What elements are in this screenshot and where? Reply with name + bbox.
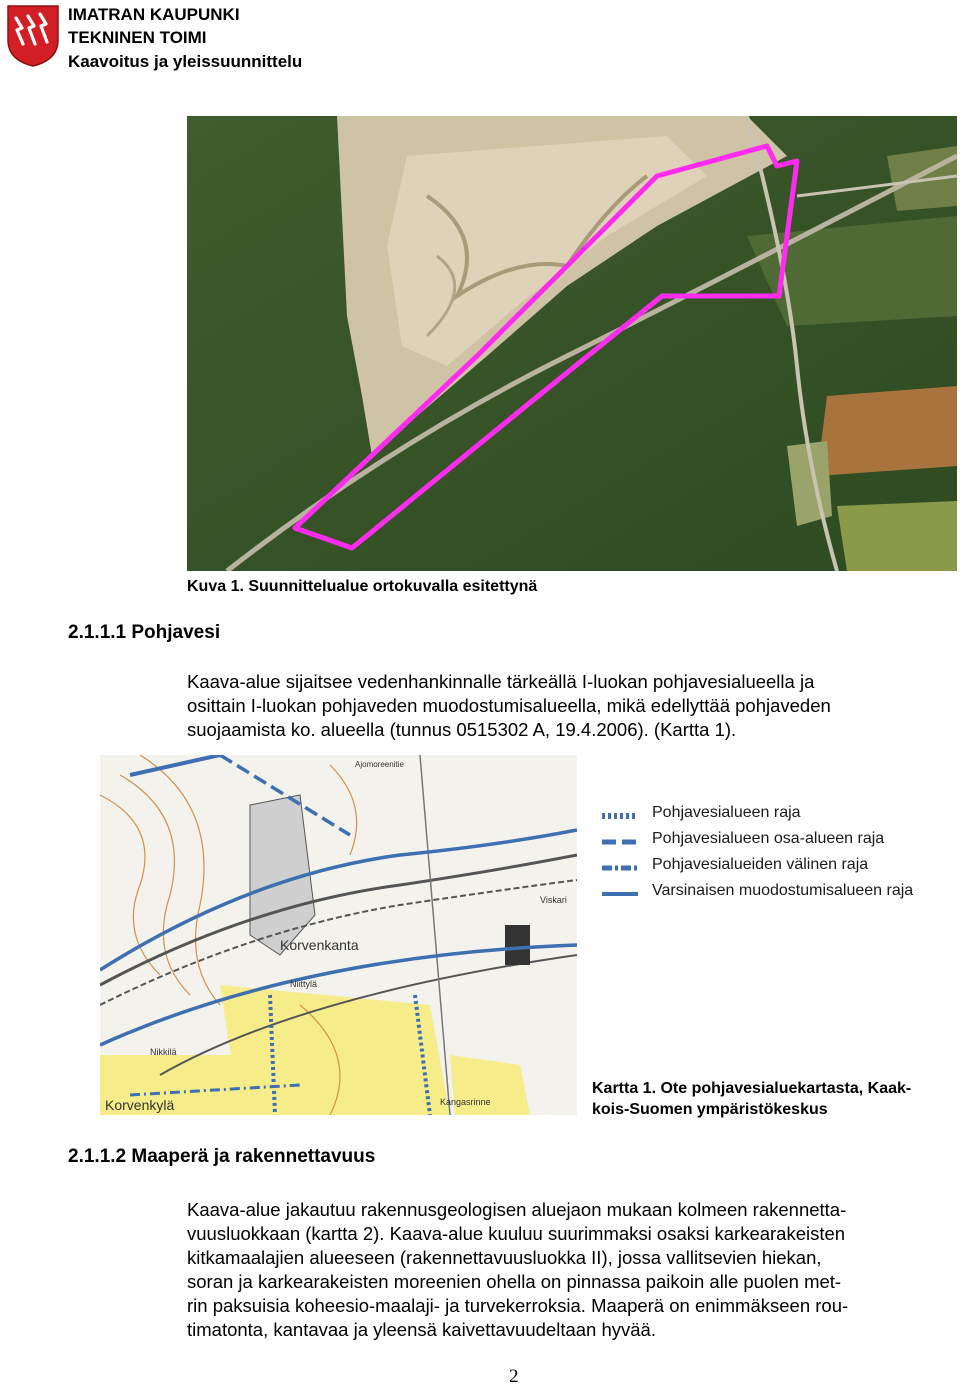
legend-label: Varsinaisen muodostumisalueen raja: [652, 882, 914, 899]
org-unit: Kaavoitus ja yleissuunnittelu: [68, 52, 303, 71]
place-label: Viskari: [540, 895, 567, 905]
page-number: 2: [509, 1366, 519, 1387]
legend-item: [600, 830, 950, 854]
solid-line-symbol: [600, 884, 640, 904]
place-label: Niittylä: [290, 979, 318, 989]
legend-item: [600, 804, 950, 828]
section1-heading: 2.1.1.1 Pohjavesi: [68, 622, 221, 643]
aerial-photo-drawing: [187, 116, 957, 571]
groundwater-map: [100, 755, 577, 1115]
org-name: IMATRAN KAUPUNKI: [68, 5, 240, 24]
legend-item: [600, 856, 950, 880]
org-department: TEKNINEN TOIMI: [68, 28, 207, 47]
dashed-line-symbol: [600, 832, 640, 852]
groundwater-map-drawing: [100, 755, 577, 1115]
dotted-line-symbol: [600, 806, 640, 826]
legend-label: Pohjavesialueen raja: [652, 804, 801, 821]
legend-label: Pohjavesialueiden välinen raja: [652, 856, 869, 873]
figure1-caption: Kuva 1. Suunnittelualue ortokuvalla esitettynä: [187, 578, 538, 595]
legend-item: [600, 882, 950, 906]
place-label: Ajomoreenitie: [355, 760, 404, 769]
map1-caption: Kartta 1. Ote pohjavesialuekartasta, Kaak- kois-Suomen ympäristökeskus: [592, 1080, 912, 1118]
section2-heading: 2.1.1.2 Maaperä ja rakennettavuus: [68, 1146, 376, 1167]
dash-dot-line-symbol: [600, 858, 640, 878]
aerial-orthophoto: [187, 116, 957, 571]
legend-label: Pohjavesialueen osa-alueen raja: [652, 830, 885, 847]
section2-paragraph: Kaava-alue jakautuu rakennusgeologisen aluejaon mukaan kolmeen rakennetta- vuusluokkaan (kartta 2). Kaava-alue kuuluu suurimmaksi osaksi karkearakeisten kitkamaalajien alueeseen (rakennettavuusluokka II), jossa vallitsevien hiekan, soran ja karkearakeisten moreenien ohella on pinnassa paikoin alle puolen met- rin paksuisia koheesio-maalaji- ja turvekerroksia. Maaperä on enimmäkseen rou- timatonta, kantavaa ja yleensä kaivettavuudeltaan hyvää.: [187, 1199, 849, 1340]
section1-paragraph: Kaava-alue sijaitsee vedenhankinnalle tärkeällä I-luokan pohjavesialueella ja osittain I-luokan pohjaveden muodostumisalueella, mikä edellyttää pohjaveden suojaamista ko. alueella (tunnus 0515302 A, 19.4.2006). (Kartta 1).: [187, 671, 831, 740]
place-label: Korvenkanta: [280, 937, 359, 953]
place-label: Nikkilä: [150, 1047, 177, 1057]
place-label: Kangasrinne: [440, 1097, 491, 1107]
imatra-coat-of-arms-logo: [6, 4, 60, 68]
place-label: Korvenkylä: [105, 1097, 175, 1113]
map-legend: [600, 800, 950, 910]
